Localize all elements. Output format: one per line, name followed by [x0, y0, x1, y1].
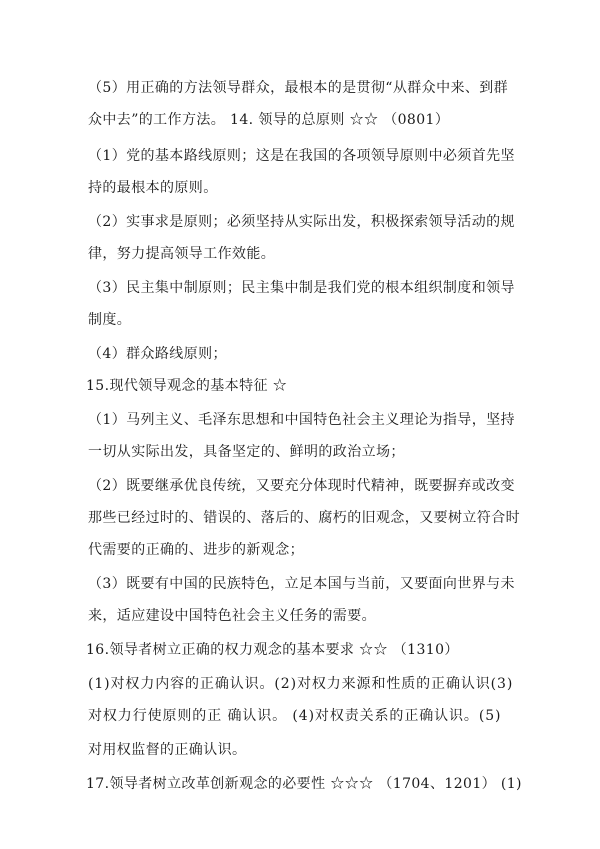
text-line: （3）民主集中制原则；民主集中制是我们党的根本组织制度和领导 [88, 280, 515, 296]
section-heading-15: 15.现代领导观念的基本特征 ☆ [86, 378, 288, 394]
text-line: 那些已经过时的、错误的、落后的、腐朽的旧观念，又要树立符合时 [88, 510, 520, 526]
text-line: 代需要的正确的、进步的新观念； [88, 542, 304, 558]
section-heading-17: 17.领导者树立改革创新观念的必要性 ☆☆☆ （1704、1201） (1) [86, 776, 522, 792]
text-line: 对权力行使原则的正 确认识。 (4)对权责关系的正确认识。(5) [88, 708, 502, 724]
text-line: （2）实事求是原则；必须坚持从实际出发，积极探索领导活动的规 [88, 214, 515, 230]
text-line: 律，努力提高领导工作效能。 [88, 246, 276, 262]
text-line: 制度。 [88, 312, 132, 328]
text-line: 来，适应建设中国特色社会主义任务的需要。 [88, 608, 376, 624]
text-line: (1)对权力内容的正确认识。(2)对权力来源和性质的正确认识(3) [88, 676, 514, 692]
text-line: 持的最根本的原则。 [88, 180, 218, 196]
text-line: 一切从实际出发，具备坚定的、鲜明的政治立场； [88, 444, 405, 460]
text-line: 众中去”的工作方法。 14. 领导的总原则 ☆☆ （0801） [88, 112, 450, 128]
text-line: （3）既要有中国的民族特色，立足本国与当前，又要面向世界与未 [88, 576, 515, 592]
text-line: （4）群众路线原则； [88, 346, 227, 362]
text-line: （1）党的基本路线原则；这是在我国的各项领导原则中必须首先坚 [88, 148, 515, 164]
section-heading-16: 16.领导者树立正确的权力观念的基本要求 ☆☆ （1310） [86, 642, 459, 658]
text-line: （1）马列主义、毛泽东思想和中国特色社会主义理论为指导，坚持 [88, 412, 515, 428]
text-line: 对用权监督的正确认识。 [88, 742, 247, 758]
text-line: （5）用正确的方法领导群众，最根本的是贯彻“从群众中来、到群 [88, 80, 509, 96]
text-line: （2）既要继承优良传统，又要充分体现时代精神，既要摒弃或改变 [88, 478, 515, 494]
